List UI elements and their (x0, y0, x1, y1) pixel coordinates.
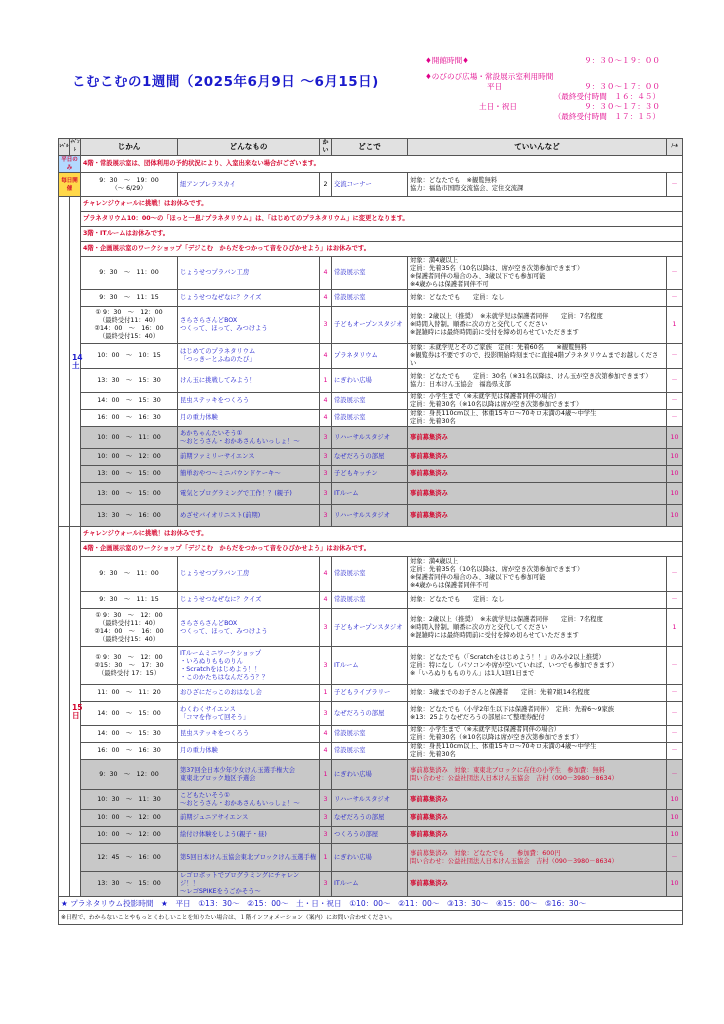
planetarium-row (59, 897, 683, 911)
event-where: 子どもライブラリー (332, 685, 408, 702)
holiday-last: （最終受付時間 １７：１５） (553, 112, 660, 121)
event-floor: 3 (320, 609, 332, 647)
nobi-label: ♦のびのび広場・常設展示室利用時間 (425, 72, 554, 81)
event-floor: 4 (320, 290, 332, 307)
event-where: 子どもキッチン (332, 466, 408, 483)
sun-event-row (59, 726, 683, 743)
event-floor: 1 (320, 685, 332, 702)
event-time: 10：00 ～ 12：00 (81, 827, 178, 844)
sat-notice-text: チャレンジウォールに挑戦！はお休みです。 (81, 197, 683, 212)
sun-event-row (59, 647, 683, 685)
daily-detail: 対象：どなたでも ※観覧無料 協力：福島市国際交流協会、定住交流課 (408, 173, 667, 197)
header-event: ｲﾍﾞﾝﾄ (70, 139, 81, 156)
event-name: けん玉に挑戦してみよう！ (178, 369, 320, 393)
event-detail: 事前募集済み (408, 505, 667, 527)
event-detail: 対象：未就学児とそのご家族 定員：先着60名 ※観覧無料 ※観覧券は不要ですので、投影開始時刻までに直接4階プラネタリウムまでお越しください (408, 344, 667, 369)
daily-name: 紐アンブレラスカイ (178, 173, 320, 197)
event-name: じょうせつなぜなに？クイズ (178, 290, 320, 307)
event-capacity: － (667, 393, 683, 410)
header-level: ﾚﾍﾞﾙ (59, 139, 70, 156)
daily-where: 交流コーナー (332, 173, 408, 197)
event-detail: 事前募集済み 対象：東東北ブロックに在住の小学生 参加費：無料 問い合わせ：公益社団法人日本けん玉協会 吉村（090－3980－8634） (408, 760, 667, 790)
event-time: ① 9：30 ～ 12：00 （最終受付11：40） ②14：00 ～ 16：00 （最終受付15：40） (81, 307, 178, 344)
event-name: 第5回日本けん玉協会東北ブロックけん玉選手権 (178, 844, 320, 872)
sun-event-row (59, 609, 683, 647)
event-capacity: 10 (667, 449, 683, 466)
event-detail: 事前募集済み (408, 790, 667, 810)
event-where: 子どもオープンスタジオ (332, 307, 408, 344)
sun-event-row (59, 685, 683, 702)
event-where: 常設展示室 (332, 257, 408, 290)
sun-event-row (59, 872, 683, 897)
event-capacity: － (667, 257, 683, 290)
event-where: ITルーム (332, 872, 408, 897)
sat-event-row (59, 410, 683, 427)
event-where: 常設展示室 (332, 393, 408, 410)
event-where: なぜだろうの部屋 (332, 810, 408, 827)
event-floor: 1 (320, 369, 332, 393)
event-where: 常設展示室 (332, 290, 408, 307)
event-detail: 対象：どなたでも 定員：なし (408, 592, 667, 609)
event-floor: 3 (320, 790, 332, 810)
event-name: 第37回全日本少年少女けん玉選手権大会 東東北ブロック地区予選会 (178, 760, 320, 790)
event-capacity: 10 (667, 427, 683, 449)
event-name: さらさらさんどBOX つくって、ほって、みつけよう (178, 609, 320, 647)
event-time: 10：00 ～ 12：00 (81, 449, 178, 466)
event-capacity: － (667, 726, 683, 743)
event-name: 月の重力体験 (178, 410, 320, 427)
sat-notice-row (59, 227, 683, 242)
sat-event-row (59, 290, 683, 307)
event-name: 月の重力体験 (178, 743, 320, 760)
weekday-label: 平日 (487, 82, 503, 91)
footnote-row (59, 911, 683, 925)
event-time: 10：00 ～ 11：00 (81, 427, 178, 449)
footnote-text: ※日程で、わからないことやもっとくわしいことを知りたい場合は、１階インフォメーション（案内）にお問い合わせください。 (59, 911, 683, 925)
open-label: ♦開館時間♦ (425, 56, 469, 65)
event-detail: 事前募集済み 対象：どなたでも 参加費：600円 問い合わせ：公益社団法人日本けん玉協会 吉村（090－3980－8634） (408, 844, 667, 872)
sun-event-row (59, 827, 683, 844)
event-floor: 3 (320, 810, 332, 827)
header-capacity: ﾉｰﾙ (667, 139, 683, 156)
event-time: 9：30 ～ 11：00 (81, 257, 178, 290)
event-detail: 事前募集済み (408, 872, 667, 897)
sat-event-row (59, 307, 683, 344)
event-where: 子どもオープンスタジオ (332, 609, 408, 647)
event-time: 13：30 ～ 15：00 (81, 872, 178, 897)
sat-notice-row (59, 197, 683, 212)
sat-notice-text: 4階・企画展示室のワークショップ「デジこむ からだをつかって音をひびかせよう」はお休みです。 (81, 242, 683, 257)
event-name: 昆虫ステッキをつくろう (178, 726, 320, 743)
event-floor: 1 (320, 760, 332, 790)
sun-event-row (59, 760, 683, 790)
event-name: じょうせつなぜなに？クイズ (178, 592, 320, 609)
event-name: はじめてのプラネタリウム 「つっきーとふねのたび」 (178, 344, 320, 369)
event-name: じょうせつプラバン工房 (178, 257, 320, 290)
weekday-only-label: 平日のみ (59, 156, 81, 173)
event-name: 前期ジュニアサイエンス (178, 810, 320, 827)
daily-cap: － (667, 173, 683, 197)
header-where: どこで (332, 139, 408, 156)
event-capacity: 10 (667, 790, 683, 810)
event-capacity: 1 (667, 609, 683, 647)
event-capacity: 10 (667, 505, 683, 527)
event-time: 16：00 ～ 16：30 (81, 743, 178, 760)
sun-event-row (59, 810, 683, 827)
event-detail: 対象：小学生まで（※未就学児は保護者同伴の場合） 定員：先着30名（※10名以降は席が空き次第参加できます） (408, 393, 667, 410)
event-floor: 4 (320, 344, 332, 369)
event-floor: 4 (320, 257, 332, 290)
event-where: 常設展示室 (332, 557, 408, 592)
open-time: ９：３０～１９：００ (584, 56, 660, 65)
sat-day-number: 14 (72, 352, 83, 362)
event-name: ITルームミニワークショップ ・いろぬりもものりん ・Scratchをはじめよう！！ ・このかたちはなんだろう？？ (178, 647, 320, 685)
event-detail: 対象：どなたでも 定員：30名（※31名以降は、けん玉が空き次第参加できます） 協力：日本けん玉協会 福島県支部 (408, 369, 667, 393)
event-where: リハーサルスタジオ (332, 427, 408, 449)
sat-event-row (59, 369, 683, 393)
event-time: 9：30 ～ 11：00 (81, 557, 178, 592)
event-name: あかちゃんたいそう① ～おとうさん・おかあさんもいっしょ！～ (178, 427, 320, 449)
event-floor: 4 (320, 726, 332, 743)
sun-notice-text: チャレンジウォールに挑戦！はお休みです。 (81, 527, 683, 542)
sun-notice-text: 4階・企画展示室のワークショップ「デジこむ からだをつかって音をひびかせよう」はお休みです。 (81, 542, 683, 557)
event-capacity: 10 (667, 872, 683, 897)
event-where: 常設展示室 (332, 410, 408, 427)
event-where: ITルーム (332, 647, 408, 685)
event-detail: 事前募集済み (408, 427, 667, 449)
event-time: 12：45 ～ 16：00 (81, 844, 178, 872)
event-floor: 3 (320, 647, 332, 685)
event-floor: 3 (320, 483, 332, 505)
event-where: にぎわい広場 (332, 844, 408, 872)
event-name: おひざにだっこのおはなし会 (178, 685, 320, 702)
event-detail: 事前募集済み (408, 810, 667, 827)
sat-notice-text: 3階・ITルームはお休みです。 (81, 227, 683, 242)
event-time: 10：30 ～ 11：30 (81, 790, 178, 810)
event-capacity: － (667, 592, 683, 609)
event-floor: 3 (320, 449, 332, 466)
event-detail: 対象：満4歳以上 定員：先着35名（10名以降は、席が空き次第参加できます） ※保護者同伴の場合のみ、3歳以下でも参加可能 ※4歳からは保護者同伴不可 (408, 257, 667, 290)
event-capacity: 10 (667, 810, 683, 827)
event-floor: 3 (320, 702, 332, 726)
sat-event-row (59, 483, 683, 505)
event-floor: 3 (320, 466, 332, 483)
event-time: 11：00 ～ 11：20 (81, 685, 178, 702)
event-time: 14：00 ～ 15：30 (81, 726, 178, 743)
event-time: 13：00 ～ 15：00 (81, 466, 178, 483)
event-floor: 3 (320, 307, 332, 344)
page-title: こむこむの1週間（2025年6月9日 ～6月15日) (72, 74, 379, 90)
sat-event-row (59, 449, 683, 466)
event-name: めざせバイオリニスト(前期) (178, 505, 320, 527)
event-floor: 4 (320, 393, 332, 410)
event-time: 14：00 ～ 15：30 (81, 393, 178, 410)
header-floor: かい (320, 139, 332, 156)
event-where: にぎわい広場 (332, 369, 408, 393)
event-detail: 対象：身長110cm以上、体重15キロ～70キロ未満の4歳～中学生 定員：先着30名 (408, 743, 667, 760)
event-where: つくろうの部屋 (332, 827, 408, 844)
event-capacity: － (667, 557, 683, 592)
holiday-label: 土日・祝日 (479, 102, 517, 111)
event-name: わくわくサイエンス 「コマを作って回そう」 (178, 702, 320, 726)
event-floor: 4 (320, 743, 332, 760)
event-time: 16：00 ～ 16：30 (81, 410, 178, 427)
event-where: 常設展示室 (332, 592, 408, 609)
event-where: プラネタリウム (332, 344, 408, 369)
header-time: じかん (81, 139, 178, 156)
event-detail: 事前募集済み (408, 466, 667, 483)
sun-notice-row (59, 542, 683, 557)
event-capacity: 10 (667, 466, 683, 483)
sat-event-row (59, 466, 683, 483)
sat-notice-row (59, 212, 683, 227)
header-what: どんなもの (178, 139, 320, 156)
event-time: 9：30 ～ 12：00 (81, 760, 178, 790)
weekday-notice-text: 4階・常設展示室は、団体利用の予約状況により、入室出来ない場合がございます。 (81, 156, 683, 173)
event-detail: 対象：3歳までのお子さんと保護者 定員：先着7組14名程度 (408, 685, 667, 702)
weekday-notice-row (59, 156, 683, 173)
event-name: 前期ファミリーサイエンス (178, 449, 320, 466)
sat-notice-text: プラネタリウム10：00～の「ほっと一息♪プラネタリウム」は、「はじめてのプラネタリウム」に変更となります。 (81, 212, 683, 227)
event-where: ITルーム (332, 483, 408, 505)
event-capacity: 10 (667, 483, 683, 505)
event-time: ① 9：30 ～ 12：00 ②15：30 ～ 17：30 （最終受付 17：15） (81, 647, 178, 685)
event-name: さらさらさんどBOX つくって、ほって、みつけよう (178, 307, 320, 344)
event-time: 10：00 ～ 12：00 (81, 810, 178, 827)
event-detail: 対象：2歳以上（推奨） ※未就学児は保護者同伴 定員：7名程度 ※時間入替制。順番に次の方と交代してください ※混雑時には最終時間前に受付を締め切らせていただきます (408, 609, 667, 647)
sun-event-row (59, 790, 683, 810)
event-where: リハーサルスタジオ (332, 505, 408, 527)
sun-event-row (59, 743, 683, 760)
event-detail: 対象：どなたでも（「Scratchをはじめよう！！」のみ小2以上推奨） 定員：特になし（パソコンや席が空いていれば、いつでも参加できます） ※「いろぬりもものりん」は1人1回1日まで (408, 647, 667, 685)
holiday-time: ９：３０～１７：３０ (584, 102, 660, 111)
event-where: リハーサルスタジオ (332, 790, 408, 810)
event-detail: 対象：どなたでも 定員：なし (408, 290, 667, 307)
event-detail: 対象：どなたでも（小学2年生以下は保護者同伴） 定員：先着6～9家族 ※13：25よりなぜだろうの部屋にて整理券配付 (408, 702, 667, 726)
event-floor: 3 (320, 427, 332, 449)
event-time: 13：30 ～ 16：00 (81, 505, 178, 527)
sat-event-row (59, 393, 683, 410)
daily-event-row (59, 173, 683, 197)
event-detail: 事前募集済み (408, 827, 667, 844)
event-floor: 1 (320, 844, 332, 872)
sat-event-row (59, 427, 683, 449)
daily-time: 9：30 ～ 19：00 （～ 6/29） (81, 173, 178, 197)
event-time: 13：30 ～ 15：30 (81, 369, 178, 393)
sun-event-row (59, 557, 683, 592)
weekday-time: ９：３０～１７：００ (584, 82, 660, 91)
sat-notice-row (59, 242, 683, 257)
sat-event-row (59, 257, 683, 290)
event-capacity: － (667, 290, 683, 307)
event-name: 昆虫ステッキをつくろう (178, 393, 320, 410)
sun-event-row (59, 702, 683, 726)
sun-event-row (59, 844, 683, 872)
weekday-last: （最終受付時間 １６：４５） (553, 92, 660, 101)
sun-day-number: 15 (72, 702, 83, 712)
event-name: じょうせつプラバン工房 (178, 557, 320, 592)
event-detail: 対象：小学生まで（※未就学児は保護者同伴の場合） 定員：先着30名（※10名以降は席が空き次第参加できます） (408, 726, 667, 743)
sun-notice-row (59, 527, 683, 542)
event-where: なぜだろうの部屋 (332, 702, 408, 726)
event-where: 常設展示室 (332, 726, 408, 743)
sat-level-cell (59, 197, 70, 527)
hours-info (425, 56, 660, 122)
event-floor: 4 (320, 410, 332, 427)
event-time: 9：30 ～ 11：15 (81, 290, 178, 307)
sat-event-row (59, 505, 683, 527)
event-where: 常設展示室 (332, 743, 408, 760)
event-capacity: 10 (667, 827, 683, 844)
sun-event-row (59, 592, 683, 609)
event-capacity: － (667, 369, 683, 393)
daily-floor: 2 (320, 173, 332, 197)
daily-label: 毎日開催 (59, 173, 81, 197)
planetarium-times: ★ プラネタリウム投影時間 ★ 平日 ①13：30～ ②15：00～ 土・日・祝日 ①10：00～ ②11：00～ ③13：30～ ④15：00～ ⑤16：30～ (59, 897, 683, 911)
event-capacity: － (667, 410, 683, 427)
sat-day-cell (70, 197, 81, 527)
event-detail: 対象：満4歳以上 定員：先着35名（10名以降は、席が空き次第参加できます） ※保護者同伴の場合のみ、3歳以下でも参加可能 ※4歳からは保護者同伴不可 (408, 557, 667, 592)
event-floor: 3 (320, 872, 332, 897)
event-time: 14：00 ～ 15：00 (81, 702, 178, 726)
header-detail: ていいんなど (408, 139, 667, 156)
event-capacity: － (667, 702, 683, 726)
event-detail: 事前募集済み (408, 449, 667, 466)
sat-event-row (59, 344, 683, 369)
event-floor: 3 (320, 505, 332, 527)
event-name: 簡単おやつ～ミニパウンドケーキ～ (178, 466, 320, 483)
event-time: 13：00 ～ 15：00 (81, 483, 178, 505)
event-capacity: － (667, 844, 683, 872)
event-name: レゴロボットでプログラミングにチャレンジ！！ ～レゴSPIKEをうごかそう～ (178, 872, 320, 897)
sun-day-cell (70, 527, 81, 897)
event-time: ① 9：30 ～ 12：00 （最終受付11：40） ②14：00 ～ 16：00 （最終受付15：40） (81, 609, 178, 647)
event-floor: 4 (320, 557, 332, 592)
event-floor: 3 (320, 827, 332, 844)
sat-weekday: 土 (72, 360, 80, 370)
event-capacity: 1 (667, 307, 683, 344)
event-name: こどもたいそう① ～おとうさん・おかあさんもいっしょ！～ (178, 790, 320, 810)
schedule-table (58, 138, 683, 925)
sun-level-cell (59, 527, 70, 897)
event-time: 9：30 ～ 11：15 (81, 592, 178, 609)
event-capacity: － (667, 344, 683, 369)
event-name: 絵付け体験をしよう(親子・昼) (178, 827, 320, 844)
event-capacity: － (667, 647, 683, 685)
event-where: にぎわい広場 (332, 760, 408, 790)
event-capacity: － (667, 760, 683, 790)
event-detail: 対象：身長110cm以上、体重15キロ～70キロ未満の4歳～中学生 定員：先着30名 (408, 410, 667, 427)
event-capacity: － (667, 743, 683, 760)
event-detail: 事前募集済み (408, 483, 667, 505)
header-row (59, 139, 683, 156)
event-name: 電気とプログラミングで工作！？(親子) (178, 483, 320, 505)
event-capacity: － (667, 685, 683, 702)
event-where: なぜだろうの部屋 (332, 449, 408, 466)
event-detail: 対象：2歳以上（推奨） ※未就学児は保護者同伴 定員：7名程度 ※時間入替制。順番に次の方と交代してください ※混雑時には最終時間前に受付を締め切らせていただきます (408, 307, 667, 344)
event-time: 10：00 ～ 10：15 (81, 344, 178, 369)
event-floor: 4 (320, 592, 332, 609)
sun-weekday: 日 (72, 710, 80, 720)
